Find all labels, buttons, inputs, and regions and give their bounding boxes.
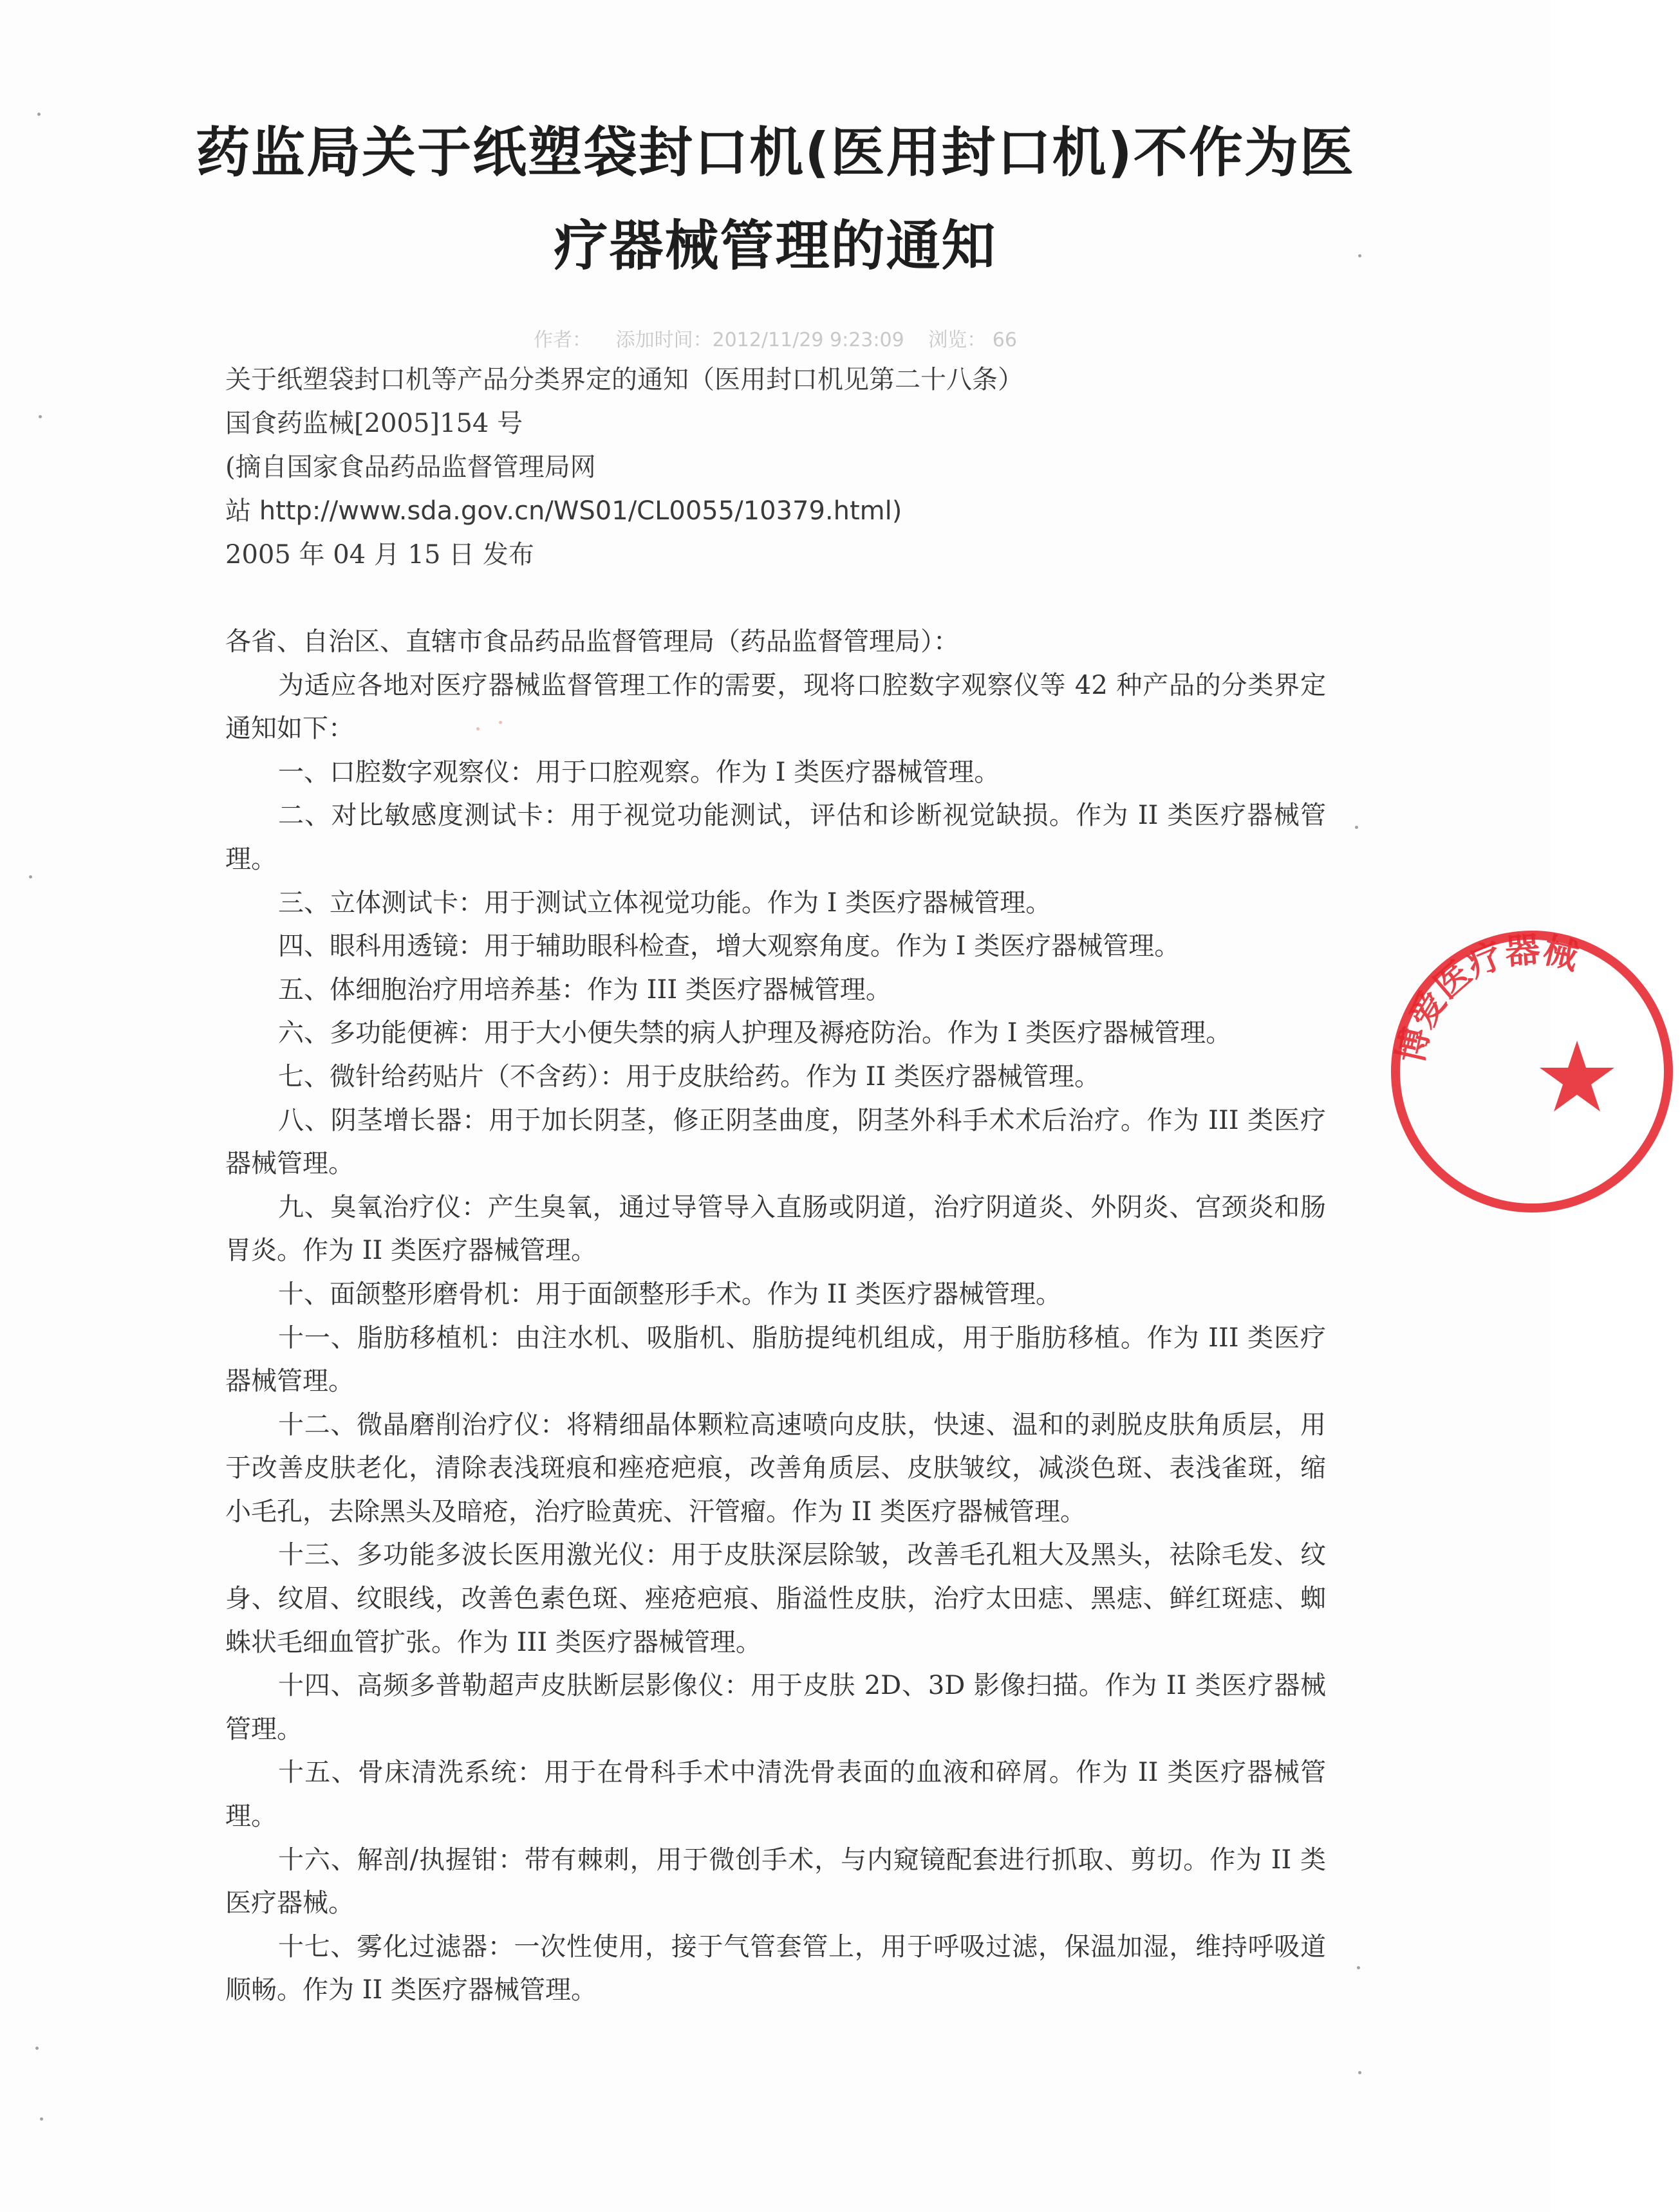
scan-speck [29,875,32,878]
list-item: 十七、雾化过滤器：一次性使用，接于气管套管上，用于呼吸过滤，保温加湿，维持呼吸道顺畅。作为 II 类医疗器械管理。 [225,1931,1326,2005]
list-item: 三、立体测试卡：用于测试立体视觉功能。作为 I 类医疗器械管理。 [278,888,1052,918]
scan-speck [1358,254,1361,257]
list-item: 五、体细胞治疗用培养基：作为 III 类医疗器械管理。 [278,974,891,1005]
list-item: 十五、骨床清洗系统：用于在骨科手术中清洗骨表面的血液和碎屑。作为 II 类医疗器械管理。 [225,1758,1326,1832]
scan-speck [1355,826,1358,829]
document-title-line-2: 疗器械管理的通知 [554,214,997,277]
list-item: 六、多功能便裤：用于大小便失禁的病人护理及褥疮防治。作为 I 类医疗器械管理。 [278,1018,1232,1048]
notice-body [225,620,1326,2012]
scan-speck [35,2047,39,2050]
list-item: 十三、多功能多波长医用激光仪：用于皮肤深层除皱，改善毛孔粗大及黑头，祛除毛发、纹身、纹眉、纹眼线，改善色素色斑、痤疮疤痕、脂溢性皮肤，治疗太田痣、黑痣、鲜红斑痣、蜘蛛状毛细血管扩张。作为 III 类医疗器械管理。 [225,1540,1326,1657]
header-line-date: 2005 年 04 月 15 日 发布 [225,540,534,570]
intro-paragraph: 为适应各地对医疗器械监督管理工作的需要，现将口腔数字观察仪等 42 种产品的分类界定通知如下： [225,670,1326,744]
scan-speck [1357,1966,1360,1969]
header-line-source: (摘自国家食品药品监督管理局网 [225,452,596,482]
list-item: 八、阴茎增长器：用于加长阴茎，修正阴茎曲度，阴茎外科手术术后治疗。作为 III 类医疗器械管理。 [225,1105,1326,1179]
header-line-source-url: 站 http://www.sda.gov.cn/WS01/CL0055/10379.html) [225,496,902,526]
scan-speck [39,415,42,418]
scan-speck [1358,2071,1361,2074]
list-item: 四、眼科用透镜：用于辅助眼科检查，增大观察角度。作为 I 类医疗器械管理。 [278,931,1181,962]
list-item: 十、面颌整形磨骨机：用于面颌整形手术。作为 II 类医疗器械管理。 [278,1279,1062,1309]
header-line-doc-number: 国食药监械[2005]154 号 [225,409,523,438]
meta-added-time: 添加时间：2012/11/29 9:23:09 [615,329,904,351]
meta-views: 浏览： 66 [928,329,1017,351]
list-item: 九、臭氧治疗仪：产生臭氧，通过导管导入直肠或阴道，治疗阴道炎、外阴炎、宫颈炎和肠胃炎。作为 II 类医疗器械管理。 [225,1192,1326,1266]
list-item: 十六、解剖/执握钳：带有棘刺，用于微创手术，与内窥镜配套进行抓取、剪切。作为 II 类医疗器械。 [225,1845,1326,1919]
scan-speck [40,2117,43,2121]
scan-speck [499,721,502,724]
scan-speck [37,113,41,116]
seal-text: 博爱医疗器械 [1390,929,1583,1066]
list-item: 十一、脂肪移植机：由注水机、吸脂机、脂肪提纯机组成，用于脂肪移植。作为 III 类医疗器械管理。 [225,1323,1326,1397]
meta-author: 作者： [534,329,592,351]
scan-speck [476,727,480,730]
seal-star-icon [1540,1041,1614,1111]
list-item: 七、微针给药贴片（不含药）：用于皮肤给药。作为 II 类医疗器械管理。 [278,1061,1101,1092]
header-line-notice-title: 关于纸塑袋封口机等产品分类界定的通知（医用封口机见第二十八条） [225,365,1023,395]
list-item: 十四、高频多普勒超声皮肤断层影像仪：用于皮肤 2D、3D 影像扫描。作为 II 类医疗器械管理。 [225,1671,1326,1744]
document-title-line-1: 药监局关于纸塑袋封口机(医用封口机)不作为医 [196,121,1355,184]
post-meta [0,324,1551,352]
list-item: 二、对比敏感度测试卡：用于视觉功能测试，评估和诊断视觉缺损。作为 II 类医疗器械管理。 [225,801,1326,874]
list-item: 一、口腔数字观察仪：用于口腔观察。作为 I 类医疗器械管理。 [278,757,1000,787]
list-item: 十二、微晶磨削治疗仪：将精细晶体颗粒高速喷向皮肤，快速、温和的剥脱皮肤角质层，用于改善皮肤老化，清除表浅斑痕和痤疮疤痕，改善角质层、皮肤皱纹，减淡色斑、表浅雀斑，缩小毛孔，去除黑头及暗疮，治疗睑黄疣、汗管瘤。作为 II 类医疗器械管理。 [225,1409,1326,1527]
company-seal-stamp [1384,924,1680,1220]
salutation: 各省、自治区、直辖市食品药品监督管理局（药品监督管理局）： [225,627,959,656]
